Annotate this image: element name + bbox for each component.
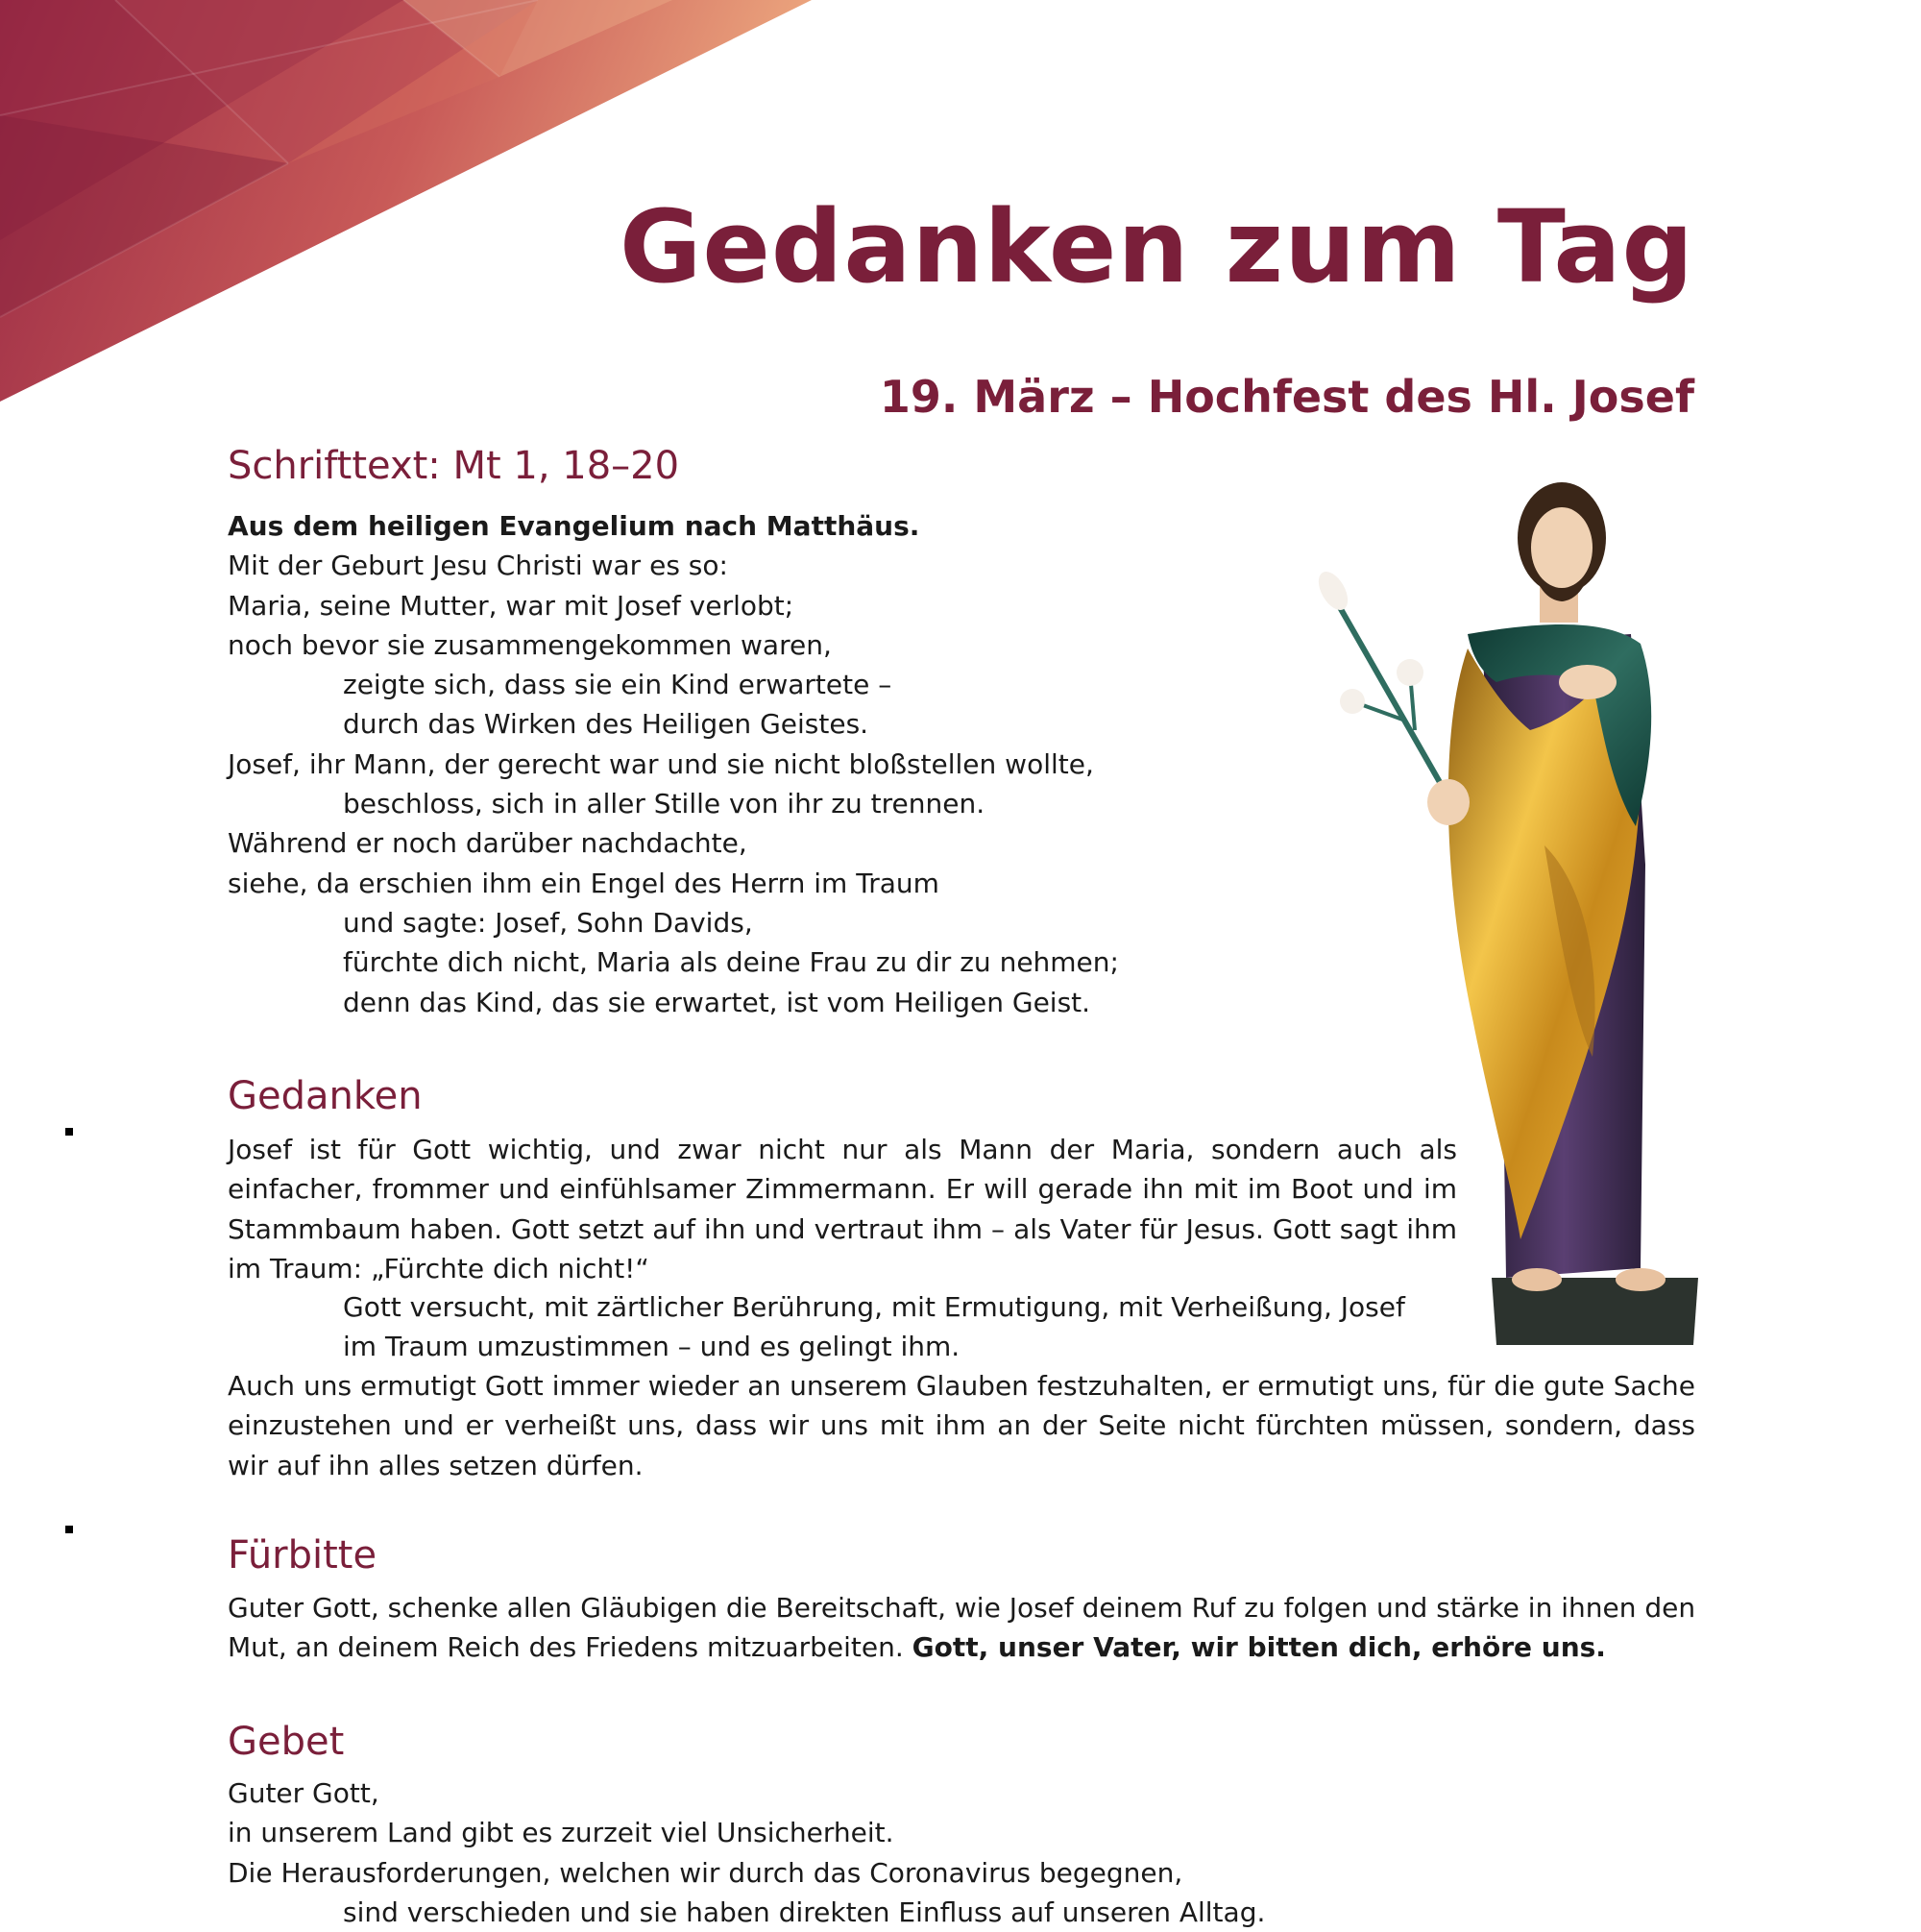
list-bullet bbox=[65, 1526, 73, 1533]
thoughts-indented-line: Gott versucht, mit zärtlicher Berührung, mit Ermutigung, mit Verheißung, Josef bbox=[343, 1291, 1405, 1323]
thoughts-paragraph-1: Josef ist für Gott wichtig, und zwar nicht nur als Mann der Maria, sondern auch als einfacher, frommer und einfühlsamer Zimmermann. Er will gerade ihn mit im Boot und im Stammbaum haben. Gott setzt auf ihn und vertraut ihm – als Vater für Jesus. Gott sagt ihm im Traum: „Fürchte dich nicht!“ bbox=[228, 1134, 1457, 1284]
thoughts-paragraph-2: Auch uns ermutigt Gott immer wieder an unserem Glauben festzuhalten, er ermutigt uns, für die gute Sache einzustehen und er verheißt uns, dass wir uns mit ihm an der Seite nicht fürchten müssen, sondern, dass wir auf ihn alles setzen dürfen. bbox=[228, 1370, 1695, 1481]
scripture-line: durch das Wirken des Heiligen Geistes. bbox=[343, 708, 869, 741]
page-title: Gedanken zum Tag bbox=[619, 188, 1694, 306]
list-bullet bbox=[65, 1128, 73, 1136]
intercession-response: Gott, unser Vater, wir bitten dich, erhöre uns. bbox=[912, 1631, 1606, 1664]
prayer-line: Guter Gott, bbox=[228, 1777, 379, 1809]
thoughts-indented-line: im Traum umzustimmen – und es gelingt ihm. bbox=[343, 1331, 960, 1363]
prayer-line: Die Herausforderungen, welchen wir durch das Coronavirus begegnen, bbox=[228, 1856, 1183, 1889]
scripture-line: siehe, da erschien ihm ein Engel des Herrn im Traum bbox=[228, 867, 939, 899]
page-subtitle: 19. März – Hochfest des Hl. Josef bbox=[879, 371, 1694, 423]
prayer-line: sind verschieden und sie haben direkten Einfluss auf unseren Alltag. bbox=[343, 1895, 1266, 1928]
intercession-heading: Fürbitte bbox=[228, 1533, 377, 1577]
scripture-line: fürchte dich nicht, Maria als deine Frau zu dir zu nehmen; bbox=[343, 946, 1119, 979]
scripture-line: denn das Kind, das sie erwartet, ist vom Heiligen Geist. bbox=[343, 986, 1091, 1018]
scripture-intro: Aus dem heiligen Evangelium nach Matthäus. bbox=[228, 510, 920, 542]
scripture-line: Mit der Geburt Jesu Christi war es so: bbox=[228, 550, 728, 582]
thoughts-heading: Gedanken bbox=[228, 1074, 423, 1118]
scripture-heading: Schrifttext: Mt 1, 18–20 bbox=[228, 444, 680, 488]
scripture-line: und sagte: Josef, Sohn Davids, bbox=[343, 906, 753, 939]
scripture-line: beschloss, sich in aller Stille von ihr zu trennen. bbox=[343, 788, 985, 820]
scripture-line: zeigte sich, dass sie ein Kind erwartete – bbox=[343, 669, 892, 701]
scripture-line: Josef, ihr Mann, der gerecht war und sie nicht bloßstellen wollte, bbox=[228, 747, 1094, 780]
scripture-text bbox=[228, 506, 1119, 1022]
scripture-line: Während er noch darüber nachdachte, bbox=[228, 827, 747, 860]
intercession-body: Guter Gott, schenke allen Gläubigen die Bereitschaft, wie Josef deinem Ruf zu folgen und stärke in ihnen den Mut, an deinem Reich des Friedens mitzuarbeiten. bbox=[228, 1592, 1696, 1664]
thoughts-indented-text bbox=[343, 1287, 1405, 1367]
prayer-heading: Gebet bbox=[228, 1720, 345, 1764]
intercession-text bbox=[228, 1588, 1697, 1668]
prayer-text bbox=[228, 1773, 1265, 1932]
prayer-line: in unserem Land gibt es zurzeit viel Unsicherheit. bbox=[228, 1817, 894, 1849]
scripture-line: noch bevor sie zusammengekommen waren, bbox=[228, 628, 832, 661]
scripture-line: Maria, seine Mutter, war mit Josef verlobt; bbox=[228, 589, 794, 622]
